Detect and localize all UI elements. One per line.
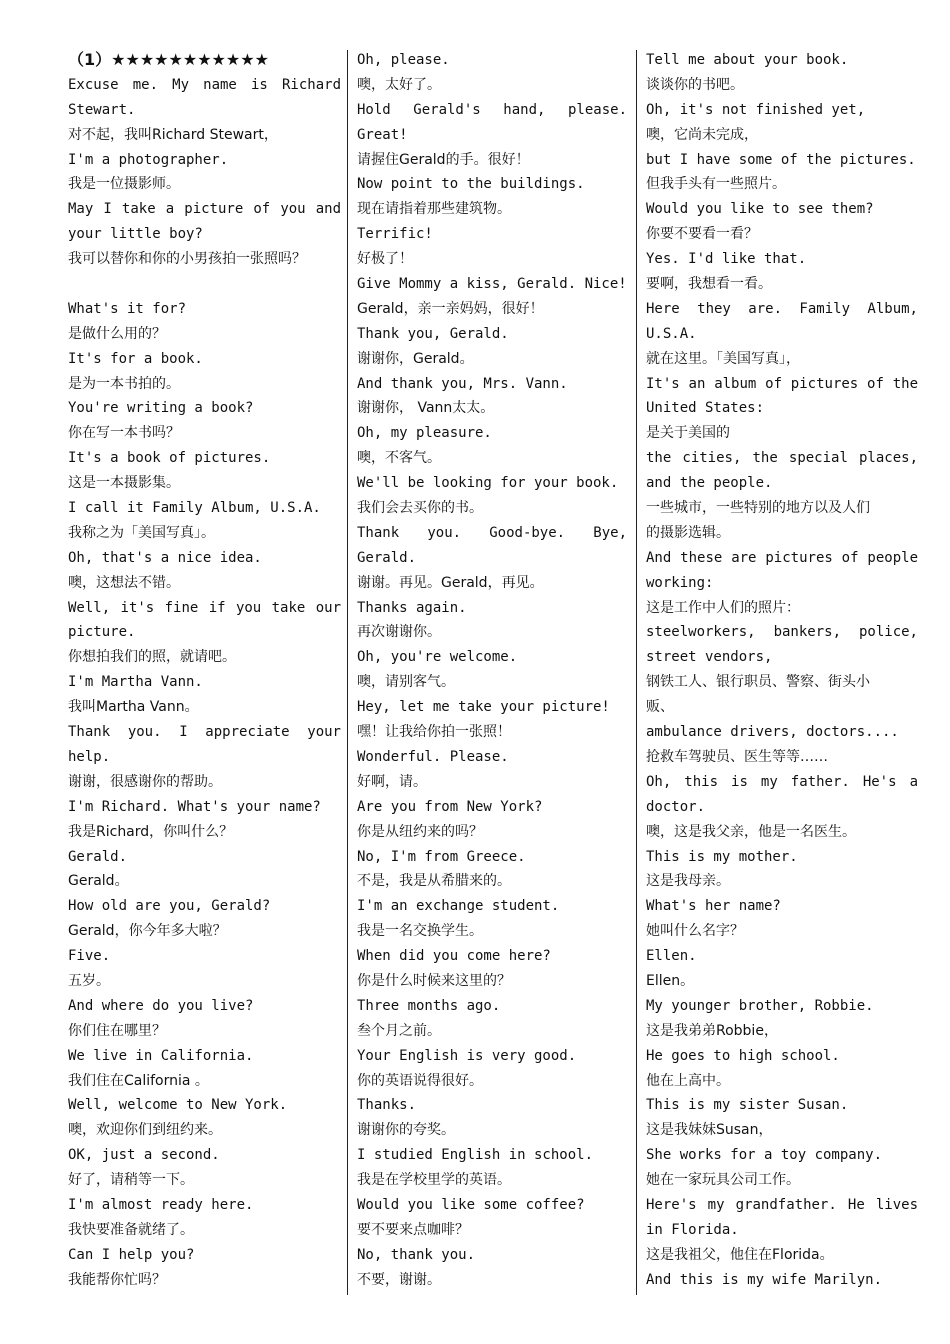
chinese-line: 谢谢。再见。Gerald，再见。 xyxy=(357,574,544,591)
chinese-line: 就在这里。「美国写真」， xyxy=(646,350,800,367)
english-line: Thanks. xyxy=(357,1097,417,1114)
english-line: My younger brother, Robbie. xyxy=(646,997,874,1014)
chinese-line: 我称之为「美国写真」。 xyxy=(68,524,215,541)
column-2 xyxy=(357,48,627,1293)
chinese-line: 噢，这想法不错。 xyxy=(68,574,180,591)
english-line: Three months ago. xyxy=(357,997,501,1014)
chinese-line: 不是，我是从希腊来的。 xyxy=(357,873,511,890)
column-divider-1 xyxy=(347,50,348,1295)
english-line: Tell me about your book. xyxy=(646,52,849,68)
english-line: doctor. xyxy=(646,798,706,815)
chinese-line: 请握住Gerald的手。很好！ xyxy=(357,151,530,168)
chinese-line: 是为一本书拍的。 xyxy=(68,375,180,392)
english-line: working: xyxy=(646,574,714,591)
english-line: the cities, the special places, xyxy=(646,450,918,467)
english-line: Ellen. xyxy=(646,948,697,965)
chinese-line: 谢谢，很感谢你的帮助。 xyxy=(68,773,222,790)
chinese-line: 不要，谢谢。 xyxy=(357,1271,441,1288)
chinese-line: 是关于美国的 xyxy=(646,425,730,442)
chinese-line: Ellen。 xyxy=(646,972,695,989)
chinese-line: 的摄影选辑。 xyxy=(646,524,730,541)
english-line: Gerald. xyxy=(68,848,128,865)
chinese-line: 你要不要看一看？ xyxy=(646,226,758,243)
english-line: Oh, you're welcome. xyxy=(357,649,518,666)
chinese-line: 谢谢你， Vann太太。 xyxy=(357,400,495,417)
english-line: picture. xyxy=(68,624,136,641)
chinese-line: 我们住在California 。 xyxy=(68,1072,209,1089)
english-line: Hey, let me take your picture! xyxy=(357,699,610,716)
column-3 xyxy=(646,48,918,1293)
english-line: but I have some of the pictures. xyxy=(646,151,916,168)
english-line: Great! xyxy=(357,126,408,143)
english-line: Oh, it's not finished yet, xyxy=(646,101,866,118)
english-line: Well, it's fine if you take our xyxy=(68,599,341,616)
chinese-line: 他在上高中。 xyxy=(646,1072,730,1089)
chinese-line: 你想拍我们的照，就请吧。 xyxy=(68,649,236,666)
english-line: in Florida. xyxy=(646,1221,739,1238)
english-line: You're writing a book? xyxy=(68,400,254,417)
chinese-line: 你们住在哪里？ xyxy=(68,1022,166,1039)
chinese-line: Gerald。 xyxy=(68,873,129,890)
english-line: Terrific! xyxy=(357,226,433,243)
english-line: U.S.A. xyxy=(646,325,697,342)
english-line: Oh, please. xyxy=(357,52,450,68)
english-line: Thank you. I appreciate your xyxy=(68,724,341,741)
english-line: OK, just a second. xyxy=(68,1147,220,1164)
chinese-line: 我是一名交换学生。 xyxy=(357,923,483,940)
english-line: It's a book of pictures. xyxy=(68,450,271,467)
chinese-line: 现在请指着那些建筑物。 xyxy=(357,201,511,218)
chinese-line: 要啊，我想看一看。 xyxy=(646,276,772,293)
chinese-line: 噢，欢迎你们到纽约来。 xyxy=(68,1122,222,1139)
blank-line xyxy=(68,272,341,297)
chinese-line: 我快要准备就绪了。 xyxy=(68,1221,194,1238)
column-1 xyxy=(68,48,341,1293)
english-line: And thank you, Mrs. Vann. xyxy=(357,375,568,392)
english-line: No, I'm from Greece. xyxy=(357,848,526,865)
english-line: Would you like some coffee? xyxy=(357,1196,585,1213)
english-line: steelworkers, bankers, police, xyxy=(646,624,918,641)
chinese-line: 谢谢你，Gerald。 xyxy=(357,350,474,367)
chinese-line: 这是我弟弟Robbie， xyxy=(646,1022,778,1039)
english-line: Would you like to see them? xyxy=(646,201,874,218)
chinese-line: 再次谢谢你。 xyxy=(357,624,441,641)
english-line: This is my sister Susan. xyxy=(646,1097,849,1114)
chinese-line: 我是Richard，你叫什么？ xyxy=(68,823,234,840)
chinese-line: 谢谢你的夸奖。 xyxy=(357,1122,455,1139)
english-line: He goes to high school. xyxy=(646,1047,840,1064)
english-line: What's her name? xyxy=(646,898,781,915)
chinese-line: 这是我妹妹Susan， xyxy=(646,1122,773,1139)
english-line: And this is my wife Marilyn. xyxy=(646,1271,883,1288)
column-divider-2 xyxy=(636,50,637,1295)
chinese-line: 抢救车驾驶员、医生等等…… xyxy=(646,748,828,765)
chinese-line: 我叫Martha Vann。 xyxy=(68,699,199,716)
english-line: Well, welcome to New York. xyxy=(68,1097,288,1114)
chinese-line: 这是我祖父，他住在Florida。 xyxy=(646,1246,834,1263)
chinese-line: 噢，请别客气。 xyxy=(357,674,455,691)
english-line: your little boy? xyxy=(68,226,203,243)
chinese-line: 我是在学校里学的英语。 xyxy=(357,1172,511,1189)
chinese-line: 对不起，我叫Richard Stewart， xyxy=(68,126,278,143)
english-line: street vendors, xyxy=(646,649,773,666)
chinese-line: 一些城市，一些特别的地方以及人们 xyxy=(646,500,870,517)
chinese-line: 五岁。 xyxy=(68,972,110,989)
english-line: and the people. xyxy=(646,475,773,492)
english-line: No, thank you. xyxy=(357,1246,476,1263)
chinese-line: 贩、 xyxy=(646,699,674,716)
english-line: This is my mother. xyxy=(646,848,798,865)
english-line: help. xyxy=(68,748,111,765)
english-line: Now point to the buildings. xyxy=(357,176,585,193)
english-line: Oh, this is my father. He's a xyxy=(646,773,918,790)
chinese-line: 我可以替你和你的小男孩拍一张照吗？ xyxy=(68,251,306,268)
english-line: Here's my grandfather. He lives xyxy=(646,1196,918,1213)
english-line: Thank you, Gerald. xyxy=(357,325,509,342)
english-line: Stewart. xyxy=(68,101,136,118)
chinese-line: 谈谈你的书吧。 xyxy=(646,76,744,93)
english-line: Oh, my pleasure. xyxy=(357,425,492,442)
english-line: May I take a picture of you and xyxy=(68,201,341,218)
english-line: Your English is very good. xyxy=(357,1047,577,1064)
chinese-line: 叁个月之前。 xyxy=(357,1022,441,1039)
english-line: Oh, that's a nice idea. xyxy=(68,549,262,566)
english-line: Five. xyxy=(68,948,111,965)
english-line: She works for a toy company. xyxy=(646,1147,883,1164)
english-line: Yes. I'd like that. xyxy=(646,251,807,268)
english-line: When did you come here? xyxy=(357,948,551,965)
chinese-line: 这是一本摄影集。 xyxy=(68,475,180,492)
chinese-line: 我们会去买你的书。 xyxy=(357,500,483,517)
english-line: Thanks again. xyxy=(357,599,467,616)
chinese-line: 好了，请稍等一下。 xyxy=(68,1172,194,1189)
chinese-line: 噢，它尚未完成， xyxy=(646,126,758,143)
english-line: Here they are. Family Album, xyxy=(646,300,918,317)
english-line: I'm Martha Vann. xyxy=(68,674,203,691)
chinese-line: 你的英语说得很好。 xyxy=(357,1072,483,1089)
english-line: I'm almost ready here. xyxy=(68,1196,254,1213)
chinese-line: Gerald，你今年多大啦？ xyxy=(68,923,227,940)
chinese-line: 要不要来点咖啡？ xyxy=(357,1221,469,1238)
chinese-line: 你是什么时候来这里的？ xyxy=(357,972,511,989)
english-line: I'm an exchange student. xyxy=(357,898,560,915)
chinese-line: 我能帮你忙吗？ xyxy=(68,1271,166,1288)
chinese-line: 噢，不客气。 xyxy=(357,450,441,467)
english-line: And these are pictures of people xyxy=(646,549,918,566)
english-line: ambulance drivers, doctors.... xyxy=(646,724,899,741)
english-line: Wonderful. Please. xyxy=(357,748,509,765)
chinese-line: Gerald，亲一亲妈妈，很好！ xyxy=(357,300,544,317)
chinese-line: 噢，太好了。 xyxy=(357,76,441,93)
english-line: We live in California. xyxy=(68,1047,254,1064)
chinese-line: 嘿！让我给你拍一张照！ xyxy=(357,724,511,741)
english-line: How old are you, Gerald? xyxy=(68,898,271,915)
english-line: Thank you. Good-bye. Bye, xyxy=(357,524,627,541)
chinese-line: 好极了！ xyxy=(357,251,413,268)
chinese-line: 她在一家玩具公司工作。 xyxy=(646,1172,800,1189)
chinese-line: 但我手头有一些照片。 xyxy=(646,176,786,193)
english-line: Are you from New York? xyxy=(357,798,543,815)
chinese-line: 你在写一本书吗？ xyxy=(68,425,180,442)
english-line: Can I help you? xyxy=(68,1246,195,1263)
english-line: I call it Family Album, U.S.A. xyxy=(68,500,321,517)
chinese-line: 这是工作中人们的照片： xyxy=(646,599,800,616)
english-line: Give Mommy a kiss, Gerald. Nice! xyxy=(357,276,627,293)
chinese-line: 是做什么用的？ xyxy=(68,325,166,342)
english-line: I'm a photographer. xyxy=(68,151,229,168)
english-line: Hold Gerald's hand, please. xyxy=(357,101,627,118)
english-line: It's an album of pictures of the xyxy=(646,375,918,392)
chinese-line: 她叫什么名字？ xyxy=(646,923,744,940)
chinese-line: 噢，这是我父亲，他是一名医生。 xyxy=(646,823,856,840)
english-line: What's it for? xyxy=(68,300,187,317)
english-line: United States: xyxy=(646,400,765,417)
english-line: Excuse me. My name is Richard xyxy=(68,76,341,93)
section-heading: （1）★★★★★★★★★★★ xyxy=(68,50,269,69)
english-line: It's for a book. xyxy=(68,350,203,367)
chinese-line: 我是一位摄影师。 xyxy=(68,176,180,193)
english-line: And where do you live? xyxy=(68,997,254,1014)
english-line: Gerald. xyxy=(357,549,417,566)
chinese-line: 钢铁工人、银行职员、警察、街头小 xyxy=(646,674,870,691)
chinese-line: 你是从纽约来的吗？ xyxy=(357,823,483,840)
english-line: I studied English in school. xyxy=(357,1147,594,1164)
chinese-line: 这是我母亲。 xyxy=(646,873,730,890)
chinese-line: 好啊，请。 xyxy=(357,773,427,790)
english-line: I'm Richard. What's your name? xyxy=(68,798,321,815)
english-line: We'll be looking for your book. xyxy=(357,475,619,492)
